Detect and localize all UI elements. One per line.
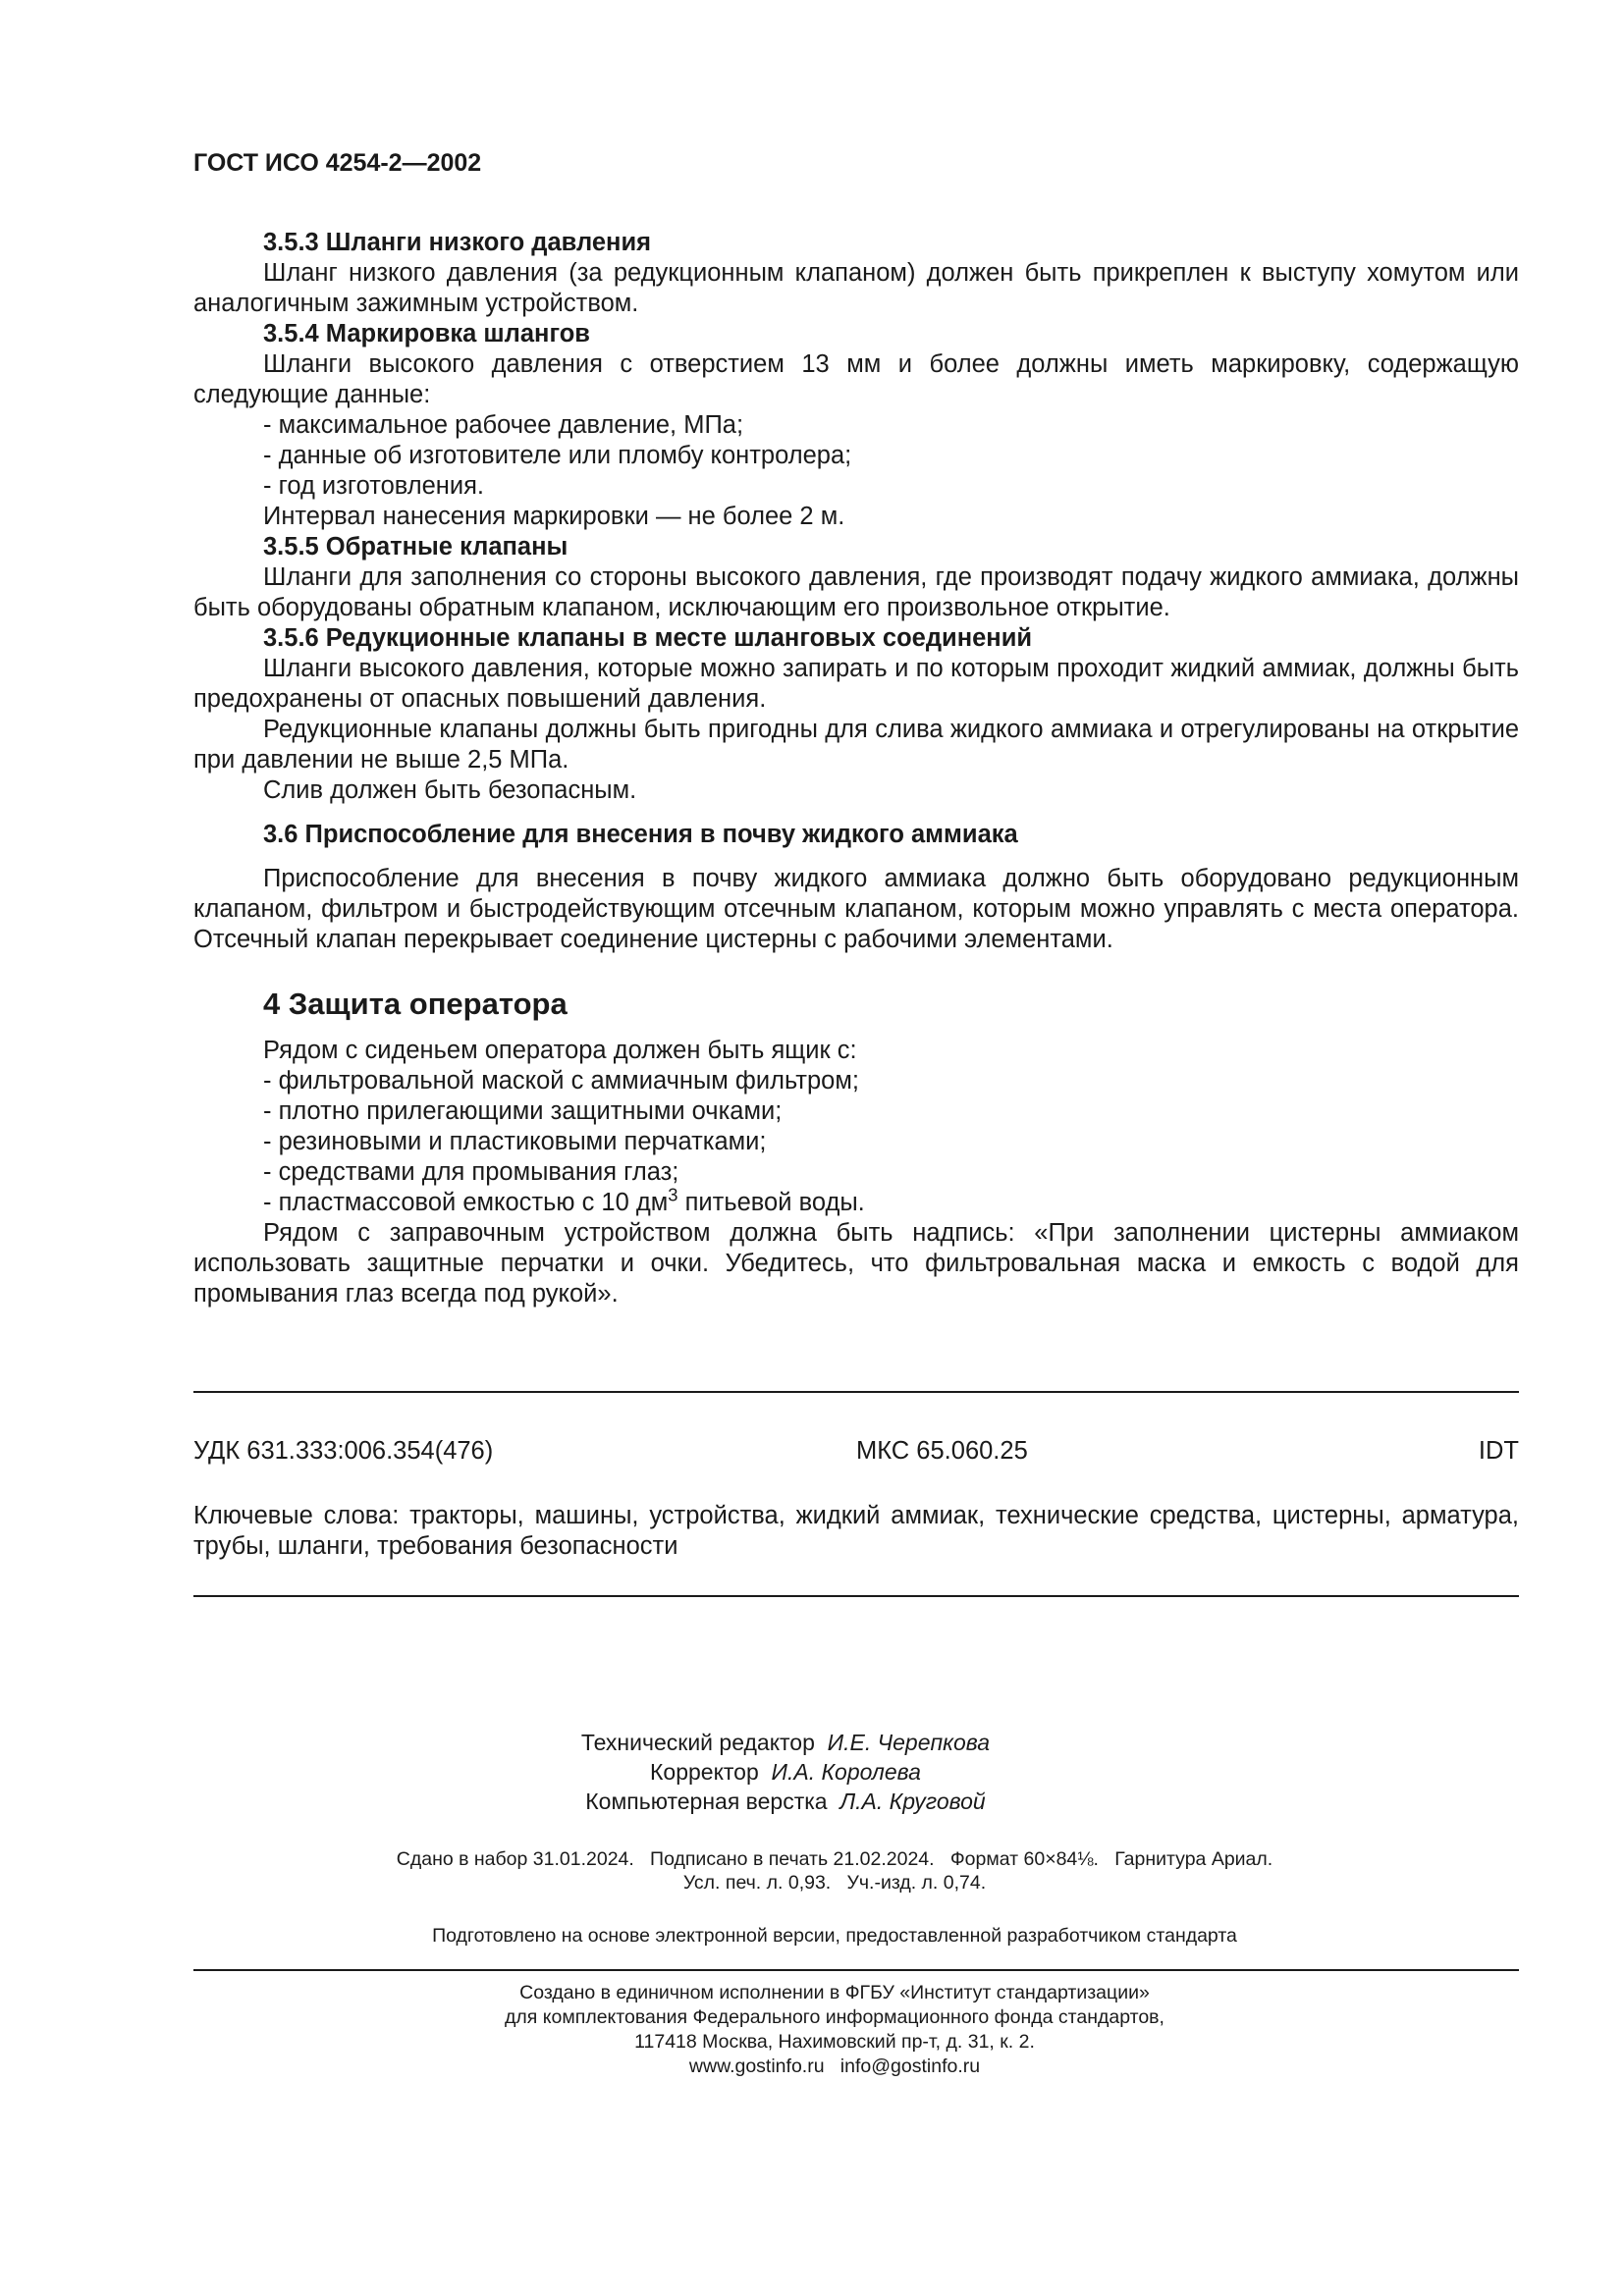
mks-code: МКС 65.060.25	[856, 1437, 1028, 1465]
paragraph: Интервал нанесения маркировки — не более 2 м.	[263, 503, 845, 530]
credit-role: Технический редактор	[580, 1730, 815, 1755]
publisher-line: Создано в единичном исполнении в ФГБУ «Институт стандартизации»	[519, 1982, 1150, 2003]
keywords: Ключевые слова: тракторы, машины, устройства, жидкий аммиак, технические средства, цистерны, арматура, трубы, шланги, требования безопасности	[193, 1502, 1519, 1560]
paragraph: Слив должен быть безопасным.	[263, 776, 637, 804]
section-3-5-3-title: 3.5.3 Шланги низкого давления	[263, 229, 652, 256]
list-item	[193, 1184, 1519, 1218]
list-item: - данные об изготовителе или пломбу контролера;	[263, 442, 852, 469]
credit-corrector	[491, 1757, 1080, 1787]
section-3-5-6-title: 3.5.6 Редукционные клапаны в месте шланговых соединений	[263, 624, 1033, 652]
paragraph: Рядом с заправочным устройством должна быть надпись: «При заполнении цистерны аммиаком использовать защитные перчатки и очки. Убедитесь, что фильтровальная маска и емкость с водой для промывания глаз всегда под рукой».	[193, 1219, 1519, 1308]
section-3-6-title: 3.6 Приспособление для внесения в почву жидкого аммиака	[263, 821, 1018, 848]
credit-name: И.Е. Черепкова	[827, 1730, 991, 1755]
section-4-title: 4 Защита оператора	[263, 987, 568, 1021]
credit-layout	[491, 1787, 1080, 1816]
credit-role: Компьютерная верстка	[585, 1789, 828, 1814]
paragraph: Шланги для заполнения со стороны высокого давления, где производят подачу жидкого аммиака, должны быть оборудованы обратным клапаном, исключающим его произвольное открытие.	[193, 563, 1519, 621]
publisher-line: 117418 Москва, Нахимовский пр-т, д. 31, к. 2.	[634, 2031, 1035, 2053]
classification-row	[193, 1435, 1519, 1467]
credits-block	[491, 1728, 1080, 1816]
list-item: - резиновыми и пластиковыми перчатками;	[263, 1128, 767, 1155]
publisher-block	[196, 1981, 1473, 2079]
list-item: - средствами для промывания глаз;	[263, 1158, 679, 1186]
document-header: ГОСТ ИСО 4254-2—2002	[193, 149, 482, 177]
prepared-note: Подготовлено на основе электронной версии, предоставленной разработчиком стандарта	[432, 1925, 1237, 1947]
paragraph: Шланги высокого давления с отверстием 13 мм и более должны иметь маркировку, содержащую следующие данные:	[193, 350, 1519, 408]
publisher-contacts: www.gostinfo.ru info@gostinfo.ru	[688, 2056, 981, 2077]
list-item-text: - пластмассовой емкостью с 10 дм	[263, 1189, 669, 1216]
paragraph: Рядом с сиденьем оператора должен быть ящик с:	[263, 1037, 857, 1064]
divider	[193, 1969, 1519, 1971]
divider	[193, 1391, 1519, 1393]
imprint	[196, 1847, 1473, 1895]
section-3-5-5-title: 3.5.5 Обратные клапаны	[263, 533, 568, 561]
idt-mark: IDT	[1478, 1437, 1519, 1465]
divider	[193, 1595, 1519, 1597]
paragraph: Шланг низкого давления (за редукционным клапаном) должен быть прикреплен к выступу хомутом или аналогичным зажимным устройством.	[193, 259, 1519, 317]
paragraph: Редукционные клапаны должны быть пригодны для слива жидкого аммиака и отрегулированы на открытие при давлении не выше 2,5 МПа.	[193, 716, 1519, 774]
list-item: - год изготовления.	[263, 472, 485, 500]
list-item: - фильтровальной маской с аммиачным фильтром;	[263, 1067, 859, 1095]
credit-name: Л.А. Круговой	[839, 1789, 986, 1814]
list-item: - максимальное рабочее давление, МПа;	[263, 411, 744, 439]
document-body	[193, 228, 1519, 1309]
credit-role: Корректор	[650, 1759, 759, 1785]
imprint-line: Усл. печ. л. 0,93. Уч.-изд. л. 0,74.	[682, 1872, 987, 1894]
udk-code: УДК 631.333:006.354(476)	[193, 1437, 494, 1465]
publisher-line: для комплектования Федерального информационного фонда стандартов,	[505, 2006, 1164, 2028]
credit-editor	[491, 1728, 1080, 1757]
superscript: 3	[668, 1184, 678, 1205]
imprint-line: Сдано в набор 31.01.2024. Подписано в печать 21.02.2024. Формат 60×84⅛. Гарнитура Ариал.	[396, 1848, 1273, 1870]
credit-name: И.А. Королева	[771, 1759, 921, 1785]
section-3-5-4-title: 3.5.4 Маркировка шлангов	[263, 320, 590, 347]
paragraph: Шланги высокого давления, которые можно запирать и по которым проходит жидкий аммиак, должны быть предохранены от опасных повышений давления.	[193, 655, 1519, 713]
list-item: - плотно прилегающими защитными очками;	[263, 1097, 783, 1125]
list-item-text: питьевой воды.	[677, 1189, 865, 1216]
paragraph: Приспособление для внесения в почву жидкого аммиака должно быть оборудовано редукционным клапаном, фильтром и быстродействующим отсечным клапаном, которым можно управлять с места оператора. Отсечный клапан перекрывает соединение цистерны с рабочими элементами.	[193, 865, 1519, 953]
